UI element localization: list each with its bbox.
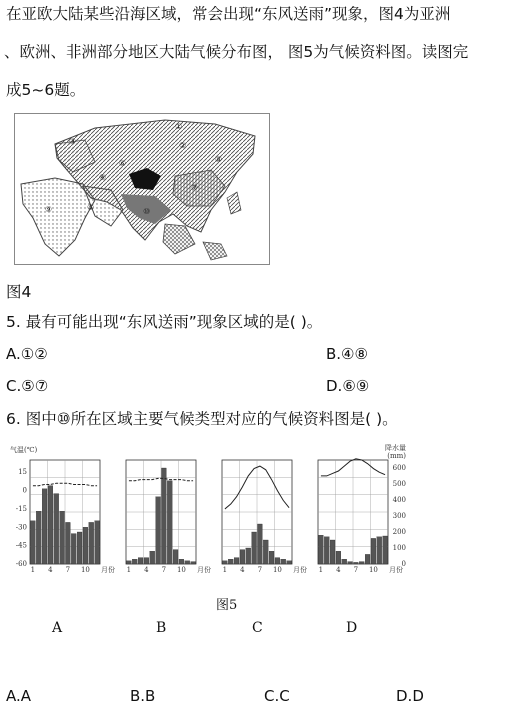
month-tick-label: 4	[240, 566, 245, 574]
temp-tick-label: 15	[18, 468, 27, 477]
precip-tick-label: 0	[401, 560, 406, 568]
precip-bar	[359, 562, 364, 564]
chart-label-a: A	[52, 620, 63, 636]
month-tick-label: 1	[318, 566, 324, 574]
precip-bar	[31, 521, 36, 564]
precip-bar	[281, 559, 286, 564]
q6-stem: 6. 图中⑩所在区域主要气候类型对应的气候资料图是( )。	[6, 410, 398, 428]
precip-bar	[173, 550, 178, 564]
precip-bar	[252, 532, 257, 564]
precip-bar	[132, 559, 137, 564]
precip-bar	[60, 511, 65, 564]
q5-option-c[interactable]: C.⑤⑦	[6, 377, 49, 395]
precip-tick-label: 500	[392, 480, 406, 488]
precip-bar	[167, 481, 172, 564]
right-axis-title: 降水量	[385, 444, 406, 452]
precip-bar	[246, 548, 251, 564]
month-tick-label: 4	[336, 566, 341, 574]
precip-bar	[162, 468, 167, 564]
map-label-1: ①	[175, 122, 183, 131]
precip-bar	[54, 494, 59, 564]
map-label-5: ⑤	[87, 203, 95, 212]
precip-bar	[240, 550, 245, 564]
precip-bar	[127, 561, 132, 564]
map-label-6: ⑥	[119, 159, 127, 168]
precip-bar	[348, 562, 353, 564]
q6-option-b[interactable]: B.B	[130, 687, 156, 705]
climate-charts-svg	[8, 440, 408, 590]
month-tick-label: 4	[48, 566, 53, 574]
precip-bar	[269, 551, 274, 564]
month-tick-label: 1	[222, 566, 228, 574]
temp-tick-label: -60	[15, 560, 27, 568]
figure-4-caption: 图4	[6, 283, 32, 301]
map-label-10: ⑩	[143, 207, 151, 216]
precip-bar	[342, 559, 347, 564]
precip-bar	[330, 540, 335, 564]
month-tick-label: 7	[161, 566, 167, 574]
figure-5-caption: 图5	[216, 598, 238, 613]
map-label-4: ④	[99, 173, 107, 182]
precip-bar	[191, 562, 196, 564]
precip-bar	[383, 536, 388, 564]
precip-bar	[336, 551, 341, 564]
temp-tick-label: -15	[15, 504, 27, 513]
month-tick-label: 10	[176, 566, 186, 574]
map-label-7: ⑦	[191, 183, 199, 192]
q5-option-b[interactable]: B.④⑧	[326, 345, 368, 363]
precip-bar	[287, 561, 292, 564]
precip-bar	[263, 540, 268, 564]
precip-bar	[42, 489, 47, 564]
q5-option-a[interactable]: A.①②	[6, 345, 48, 363]
precip-bar	[319, 535, 324, 564]
month-tick-label: 1	[30, 566, 36, 574]
q6-option-c[interactable]: C.C	[264, 687, 290, 705]
map-label-9: ⑨	[45, 205, 53, 214]
q5-stem: 5. 最有可能出现“东风送雨”现象区域的是( )。	[6, 313, 323, 331]
map-label-8: ⑧	[215, 155, 223, 164]
precip-tick-label: 300	[392, 512, 406, 520]
precip-bar	[138, 558, 143, 564]
precip-bar	[48, 486, 53, 564]
month-tick-label: 7	[353, 566, 359, 574]
precip-bar	[324, 537, 329, 564]
precip-bar	[71, 534, 76, 564]
month-tick-label: 4	[144, 566, 149, 574]
precip-bar	[89, 522, 94, 564]
month-tick-label: 7	[65, 566, 71, 574]
precip-bar	[83, 527, 88, 564]
precip-bar	[365, 554, 370, 564]
q5-option-d[interactable]: D.⑥⑨	[326, 377, 370, 395]
precip-bar	[77, 532, 82, 564]
chart-label-d: D	[346, 620, 358, 636]
precip-bar	[185, 561, 190, 564]
precip-bar	[223, 561, 228, 564]
month-unit: 月份	[389, 566, 403, 574]
month-tick-label: 10	[272, 566, 282, 574]
precip-bar	[179, 559, 184, 564]
intro-line-3: 成5~6题。	[6, 81, 86, 99]
precip-tick-label: 400	[392, 496, 406, 504]
precip-bar	[275, 558, 280, 564]
precip-bar	[228, 559, 233, 564]
intro-line-1: 在亚欧大陆某些沿海区域，常会出现“东风送雨”现象，图4为亚洲	[6, 5, 451, 23]
month-unit: 月份	[293, 566, 307, 574]
q6-option-d[interactable]: D.D	[396, 687, 424, 705]
precip-bar	[144, 558, 149, 564]
precip-tick-label: 100	[392, 544, 406, 552]
precip-tick-label: 600	[392, 464, 406, 472]
month-tick-label: 10	[80, 566, 90, 574]
left-axis-title: 气温(℃)	[10, 446, 38, 454]
precip-bar	[66, 522, 71, 564]
precip-bar	[95, 521, 100, 564]
climate-distribution-map	[14, 113, 270, 265]
month-unit: 月份	[197, 566, 211, 574]
temp-tick-label: -30	[15, 523, 27, 532]
precip-bar	[234, 558, 239, 564]
precip-bar	[150, 551, 155, 564]
chart-label-c: C	[252, 620, 263, 636]
intro-line-2: 、欧洲、非洲部分地区大陆气候分布图， 图5为气候资料图。读图完	[4, 43, 469, 61]
precip-bar	[371, 538, 376, 564]
month-unit: 月份	[101, 566, 115, 574]
chart-label-b: B	[156, 620, 167, 636]
precip-bar	[377, 537, 382, 564]
precip-bar	[156, 497, 161, 564]
q6-option-a[interactable]: A.A	[6, 687, 32, 705]
map-graphic	[15, 114, 269, 264]
month-tick-label: 10	[368, 566, 378, 574]
temp-tick-label: -45	[15, 541, 27, 550]
climate-charts	[8, 440, 408, 590]
precip-bar	[36, 511, 41, 564]
month-tick-label: 1	[126, 566, 132, 574]
precip-bar	[258, 524, 263, 564]
temp-tick-label: 0	[22, 486, 27, 495]
precip-tick-label: 200	[392, 528, 406, 536]
map-label-3: ③	[69, 137, 77, 146]
right-axis-unit: (mm)	[387, 452, 406, 460]
month-tick-label: 7	[257, 566, 263, 574]
map-label-2: ②	[179, 141, 187, 150]
precip-bar	[354, 562, 359, 564]
